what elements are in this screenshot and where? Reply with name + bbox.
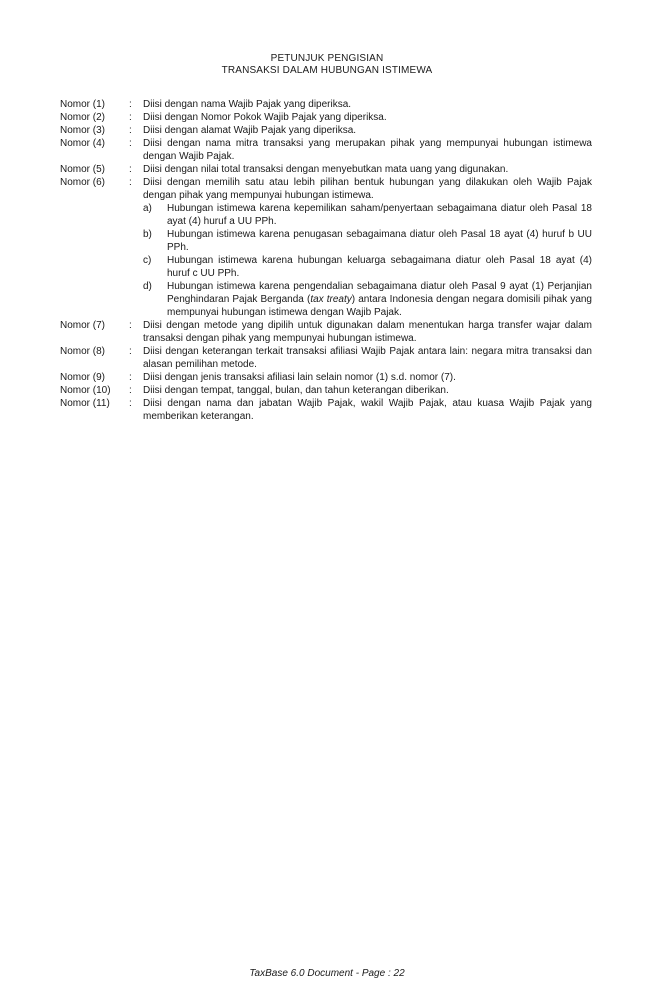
item-colon: : xyxy=(129,164,132,175)
item-text: Diisi dengan alamat Wajib Pajak yang diperiksa. xyxy=(143,125,357,136)
item-row-nomor-1 xyxy=(60,98,592,111)
subitem-text: Hubungan istimewa karena kepemilikan saham/penyertaan sebagaimana diatur oleh Pasal 18 ayat (4) huruf a UU PPh. xyxy=(167,203,592,227)
item-label: Nomor (10) xyxy=(60,385,111,396)
item-colon: : xyxy=(129,112,132,123)
subitem-text: Hubungan istimewa karena penugasan sebagaimana diatur oleh Pasal 18 ayat (4) huruf b UU PPh. xyxy=(167,229,592,253)
subitem-text-segment: ) antara Indonesia dengan negara domisili pihak yang mempunyai hubungan istimewa dengan Wajib Pajak. xyxy=(167,294,592,318)
subitem-row-c xyxy=(143,254,592,280)
item-label: Nomor (9) xyxy=(60,372,106,383)
item-colon: : xyxy=(129,99,132,110)
item-colon: : xyxy=(129,320,132,331)
item-row-nomor-5 xyxy=(60,163,592,176)
item-colon: : xyxy=(129,385,132,396)
item-row-nomor-3 xyxy=(60,124,592,137)
item-row-nomor-11 xyxy=(60,397,592,423)
item-label: Nomor (4) xyxy=(60,138,106,149)
item-row-nomor-2 xyxy=(60,111,592,124)
instructions-list xyxy=(60,98,592,423)
item-label: Nomor (8) xyxy=(60,346,106,357)
item-colon: : xyxy=(129,138,132,149)
item-text: Diisi dengan jenis transaksi afiliasi lain selain nomor (1) s.d. nomor (7). xyxy=(143,372,456,383)
subitem-letter: c) xyxy=(143,255,152,266)
doc-subtitle: TRANSAKSI DALAM HUBUNGAN ISTIMEWA xyxy=(221,65,433,76)
item-colon: : xyxy=(129,398,132,409)
item-label: Nomor (6) xyxy=(60,177,106,188)
subitem-letter: a) xyxy=(143,203,152,214)
item-text: Diisi dengan metode yang dipilih untuk digunakan dalam menentukan harga transfer wajar dalam transaksi dengan pihak yang mempunyai hubungan istimewa. xyxy=(143,320,592,344)
subitem-letter: d) xyxy=(143,281,152,292)
item-label: Nomor (1) xyxy=(60,99,106,110)
subitem-row-b xyxy=(143,228,592,254)
item-colon: : xyxy=(129,346,132,357)
subitem-text-italic-term: tax treaty xyxy=(310,294,352,305)
subitem-letter: b) xyxy=(143,229,152,240)
subitem-text-segment: Hubungan istimewa karena pengendalian sebagaimana diatur oleh Pasal 9 ayat (1) Perjanjian Penghindaran Pajak Berganda ( xyxy=(167,281,592,305)
item-text: Diisi dengan Nomor Pokok Wajib Pajak yang diperiksa. xyxy=(143,112,387,123)
doc-title: PETUNJUK PENGISIAN xyxy=(270,53,384,64)
item-text: Diisi dengan nama dan jabatan Wajib Pajak, wakil Wajib Pajak, atau kuasa Wajib Pajak yang memberikan keterangan. xyxy=(143,398,592,422)
footer-text: TaxBase 6.0 Document - Page : 22 xyxy=(249,968,405,979)
subitem-row-d xyxy=(143,280,592,319)
item-label: Nomor (7) xyxy=(60,320,106,331)
item-text: Diisi dengan keterangan terkait transaksi afiliasi Wajib Pajak antara lain: negara mitra transaksi dan alasan pemilihan metode. xyxy=(143,346,592,370)
item-label: Nomor (2) xyxy=(60,112,106,123)
item-text: Diisi dengan nama Wajib Pajak yang diperiksa. xyxy=(143,99,352,110)
item-row-nomor-9 xyxy=(60,371,592,384)
item-label: Nomor (11) xyxy=(60,398,110,409)
item-colon: : xyxy=(129,125,132,136)
item-text: Diisi dengan nilai total transaksi dengan menyebutkan mata uang yang digunakan. xyxy=(143,164,509,175)
item-row-nomor-8 xyxy=(60,345,592,371)
item-row-nomor-4 xyxy=(60,137,592,163)
subitem-row-a xyxy=(143,202,592,228)
document-title-block xyxy=(0,53,654,77)
item-text: Diisi dengan memilih satu atau lebih pilihan bentuk hubungan yang dilakukan oleh Wajib Pajak dengan pihak yang mempunyai hubungan istimewa. xyxy=(143,177,592,201)
item-row-nomor-6 xyxy=(60,176,592,202)
item-label: Nomor (3) xyxy=(60,125,106,136)
subitem-text xyxy=(167,280,592,319)
item-text: Diisi dengan tempat, tanggal, bulan, dan tahun keterangan diberikan. xyxy=(143,385,449,396)
item-row-nomor-10 xyxy=(60,384,592,397)
item-colon: : xyxy=(129,372,132,383)
item-text: Diisi dengan nama mitra transaksi yang merupakan pihak yang mempunyai hubungan istimewa dengan Wajib Pajak. xyxy=(143,138,592,162)
item-label: Nomor (5) xyxy=(60,164,106,175)
item-colon: : xyxy=(129,177,132,188)
item-row-nomor-7 xyxy=(60,319,592,345)
subitem-text: Hubungan istimewa karena hubungan keluarga sebagaimana diatur oleh Pasal 18 ayat (4) huruf c UU PPh. xyxy=(167,255,592,279)
